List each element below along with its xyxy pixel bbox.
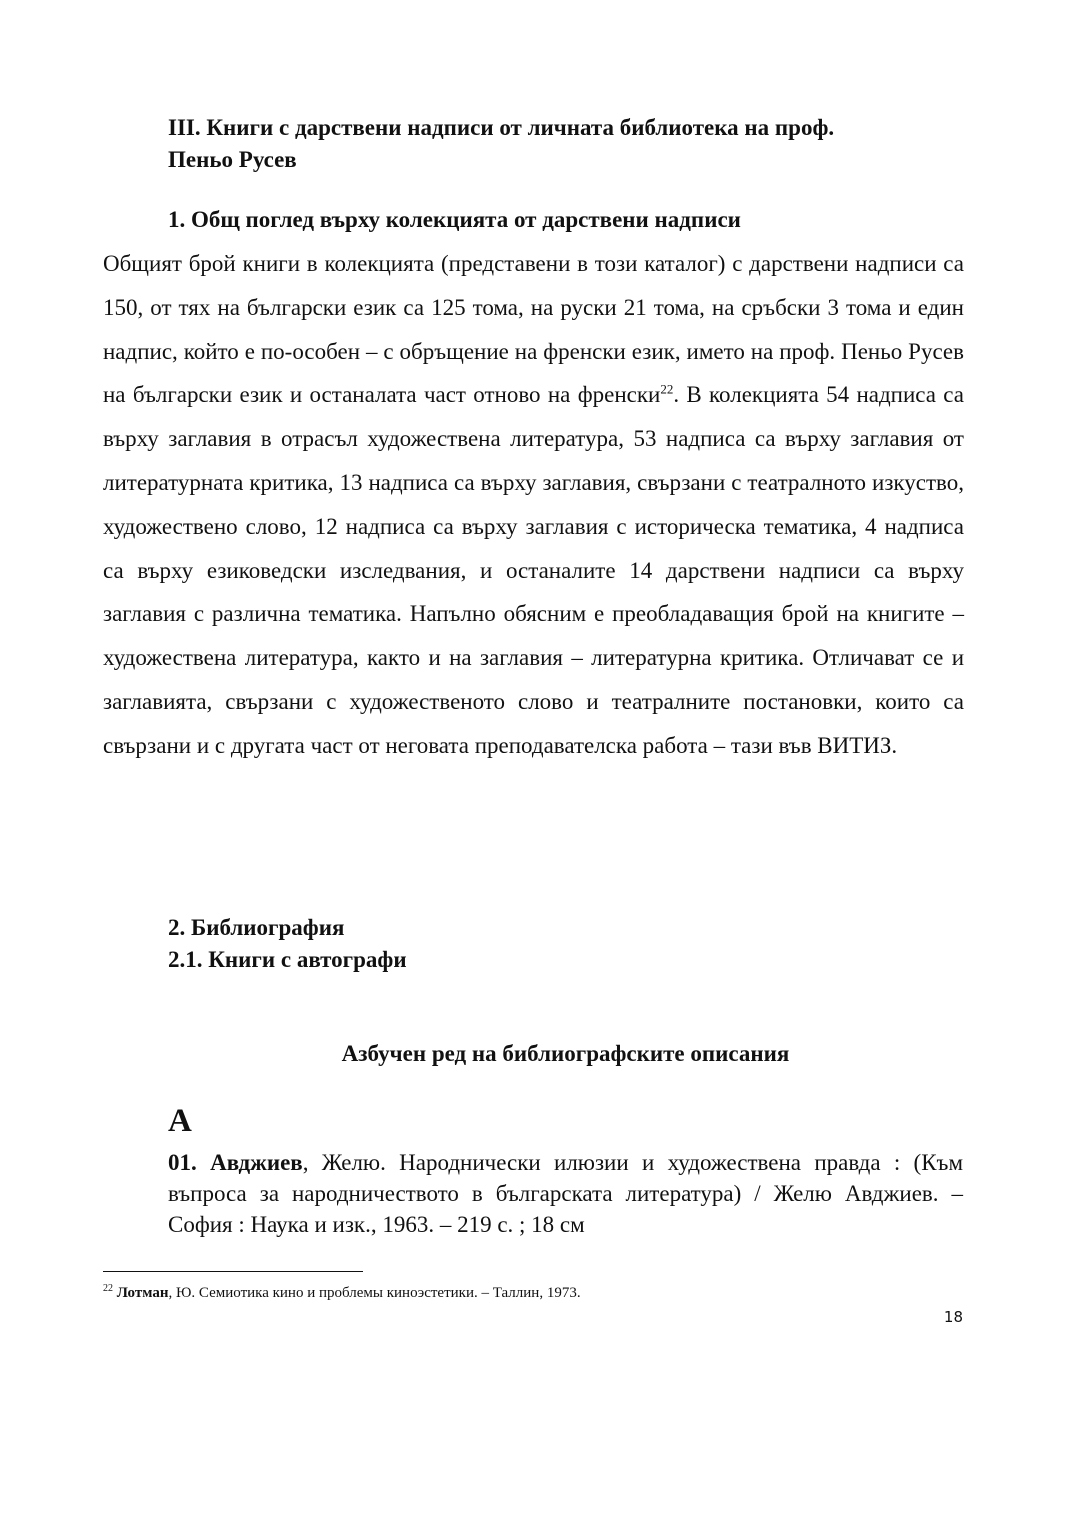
entry-author: Авджиев	[210, 1150, 303, 1175]
paragraph-text-start: Общият брой книги в колекцията (представени в този каталог) с дарствени надписи са 150, от тях на български език са 125 тома, на руски 21 тома, на сръбски 3 тома и един надпис, който е по-особен – с обръщение на френски език, името на проф. Пеньо Русев на български език и останалата част отново на френски	[103, 251, 964, 408]
body-paragraph	[103, 242, 964, 768]
section-heading-line1: III. Книги с дарствени надписи от личната библиотека на проф.	[168, 115, 835, 140]
footnote-reference[interactable]: 22	[660, 381, 674, 397]
paragraph-text-end: . В колекцията 54 надписа са върху заглавия в отрасъл художествена литература, 53 надписа са върху заглавия от литературната критика, 13 надписа са върху заглавия, свързани с театралното изкуство, художествено слово, 12 надписа са върху заглавия с историческа тематика, 4 надписа са върху езиковедски изследвания, и останалите 14 дарствени надписи са върху заглавия с различна тематика. Напълно обясним е преобладаващия брой на книгите – художествена литература, както и на заглавия – литературна критика. Отличават се и заглавията, свързани с художественото слово и театралните постановки, които са свързани и с другата част от неговата преподавателска работа – тази във ВИТИЗ.	[103, 382, 964, 758]
bibliography-subheading: 2.1. Книги с автографи	[168, 947, 407, 972]
footnote-author: Лотман	[116, 1285, 169, 1301]
bibliography-heading: 2. Библиография	[168, 915, 345, 940]
bibliography-headings	[168, 912, 968, 976]
footnote-text: , Ю. Семиотика кино и проблемы киноэстетики. – Таллин, 1973.	[168, 1285, 581, 1301]
page-number: 18	[943, 1308, 963, 1326]
footnote-separator	[103, 1271, 363, 1272]
bibliography-entry	[168, 1147, 963, 1240]
alphabetical-order-heading: Азбучен ред на библиографските описания	[341, 1041, 790, 1066]
section-heading	[168, 112, 968, 176]
entry-description: , Желю. Народнически илюзии и художествена правда : (Към въпроса за народничеството в българската литература) / Желю Авджиев. – София : Наука и изк., 1963. – 219 с. ; 18 см	[168, 1150, 964, 1237]
letter-heading: А	[168, 1103, 192, 1139]
entry-number: 01.	[168, 1150, 197, 1175]
footnote-number: 22	[103, 1283, 113, 1294]
footnote	[103, 1282, 963, 1304]
subheading-overview: 1. Общ поглед върху колекцията от дарствени надписи	[168, 207, 741, 232]
section-heading-line2: Пеньо Русев	[168, 147, 297, 172]
